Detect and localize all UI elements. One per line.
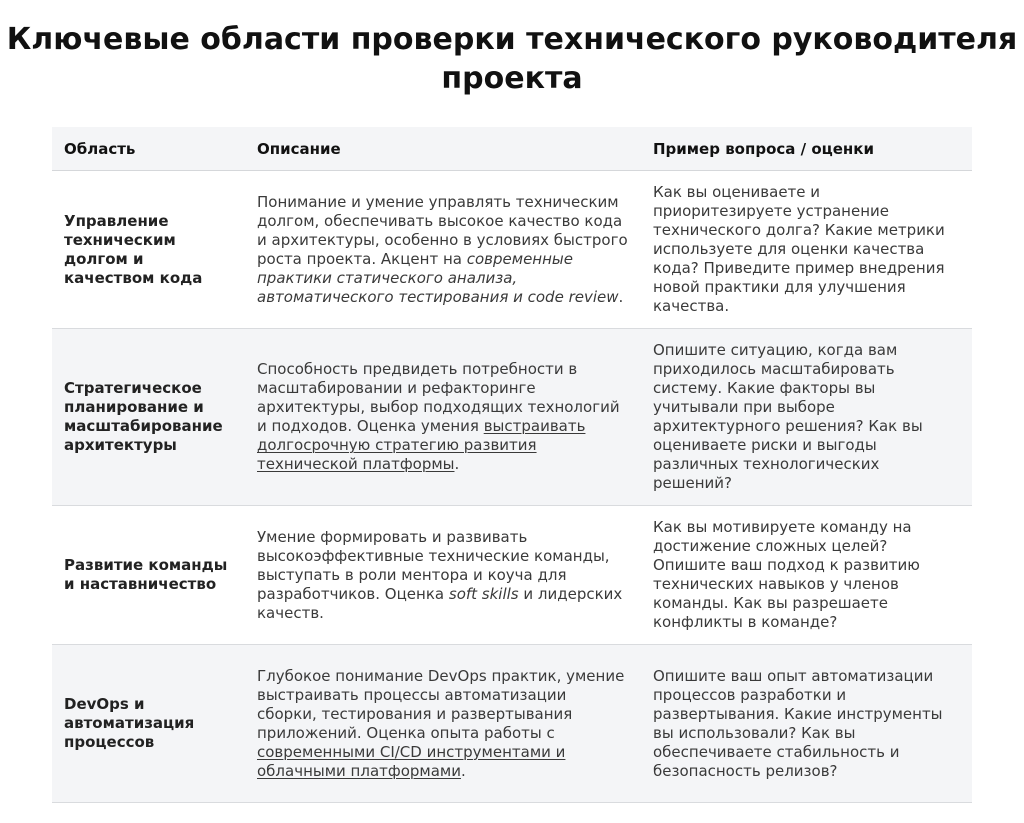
area-cell: Управление техническим долгом и качеством кода (52, 171, 245, 329)
description-emphasis: современные практики статического анализа, автоматического тестирования и code review (257, 249, 619, 306)
description-end: . (460, 761, 466, 780)
description-cell (245, 329, 641, 506)
table-row (52, 645, 972, 803)
example-cell: Как вы мотивируете команду на достижение сложных целей? Опишите ваш подход к развитию технических навыков у членов команды. Как вы разрешаете конфликты в команде? (641, 506, 972, 645)
description-text: Способность предвидеть потребности в масштабировании и рефакторинге архитектуры, выбор подходящих технологий и подходов. Оценка умения (257, 360, 620, 435)
area-cell: DevOps и автоматизация процессов (52, 645, 245, 803)
description-text: Умение формировать и развивать высокоэффективные технические команды, выступать в роли ментора и коуча для разработчиков. Оценка (257, 527, 610, 603)
area-cell: Развитие команды и наставничество (52, 506, 245, 645)
page-title: Ключевые области проверки технического руководителя проекта (6, 22, 1018, 96)
description-text: Глубокое понимание DevOps практик, умение выстраивать процессы автоматизации сборки, тестирования и развертывания приложений. Оценка опыта работы с (257, 666, 625, 742)
description-underlined: современными CI/CD инструментами и облачными платформами (257, 742, 566, 780)
example-cell: Опишите ваш опыт автоматизации процессов разработки и развертывания. Какие инструменты вы использовали? Как вы обеспечиваете стабильность и безопасность релизов? (641, 645, 972, 803)
description-emphasis: soft skills (448, 584, 519, 603)
column-header-example: Пример вопроса / оценки (641, 127, 972, 171)
table-row (52, 171, 972, 329)
description-cell (245, 171, 641, 329)
column-header-area: Область (52, 127, 245, 171)
example-cell: Как вы оцениваете и приоритезируете устранение технического долга? Какие метрики используете для оценки качества кода? Приведите пример внедрения новой практики для улучшения качества. (641, 171, 972, 329)
example-cell: Опишите ситуацию, когда вам приходилось масштабировать систему. Какие факторы вы учитывали при выборе архитектурного решения? Как вы оцениваете риски и выгоды различных технологических решений? (641, 329, 972, 506)
description-text: Понимание и умение управлять техническим долгом, обеспечивать высокое качество кода и архитектуры, особенно в условиях быстрого роста проекта. Акцент на (257, 192, 628, 268)
table-header (52, 127, 972, 171)
table-body (52, 171, 972, 803)
table-row (52, 506, 972, 645)
description-cell (245, 506, 641, 645)
description-underlined: выстраивать долгосрочную стратегию развития технической платформы (257, 417, 586, 473)
description-end: и лидерских качеств. (257, 584, 623, 622)
description-end: . (454, 455, 460, 473)
header-row (52, 127, 972, 171)
description-end: . (618, 287, 624, 306)
review-areas-table (52, 127, 972, 803)
table-row (52, 329, 972, 506)
description-cell (245, 645, 641, 803)
column-header-description: Описание (245, 127, 641, 171)
area-cell: Стратегическое планирование и масштабирование архитектуры (52, 329, 245, 506)
